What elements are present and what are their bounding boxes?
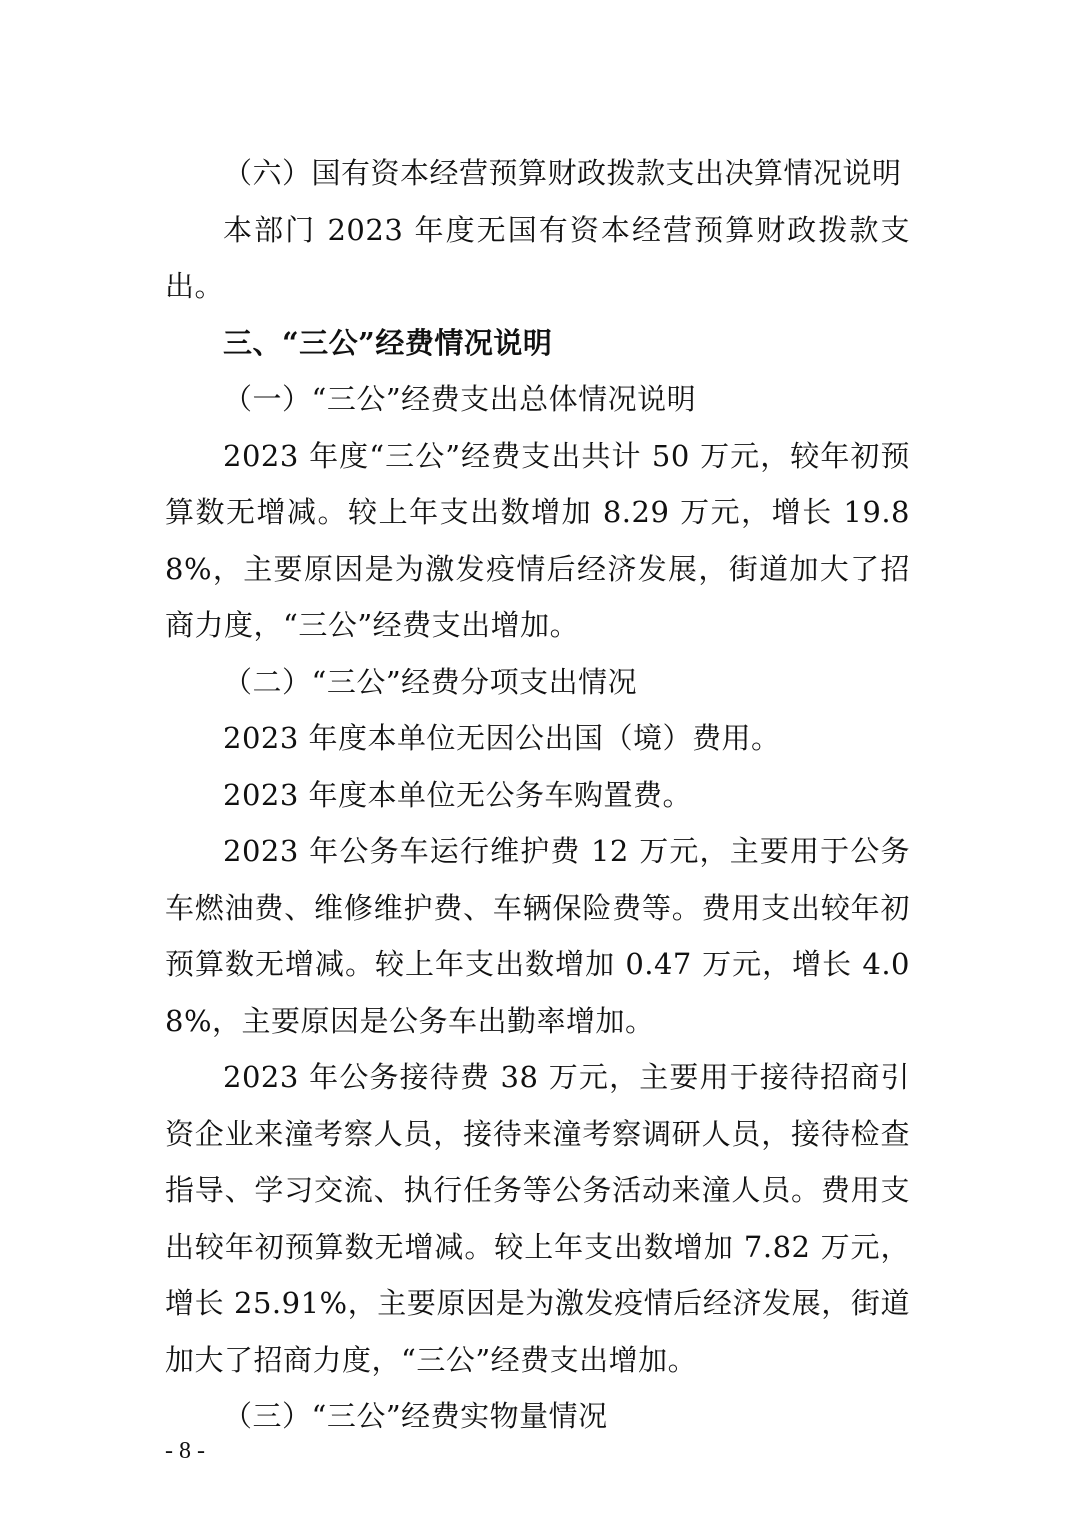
paragraph-total-expense: 2023 年度“三公”经费支出共计 50 万元，较年初预算数无增减。较上年支出数增加 8.29 万元，增长 19.88%，主要原因是为激发疫情后经济发展，街道加大了招商力度，“三公”经费支出增加。 bbox=[165, 438, 910, 642]
paragraph-vehicle-maintenance: 2023 年公务车运行维护费 12 万元，主要用于公务车燃油费、维修维护费、车辆保险费等。费用支出较年初预算数无增减。较上年支出数增加 0.47 万元，增长 4.08%，主要原因是公务车出勤率增加。 bbox=[165, 834, 910, 1038]
subsection-heading-6: （六）国有资本经营预算财政拨款支出决算情况说明 bbox=[223, 156, 902, 190]
subsection-heading-1: （一）“三公”经费支出总体情况说明 bbox=[223, 382, 697, 416]
page-number: - 8 - bbox=[165, 1438, 205, 1464]
section-heading-3: 三、“三公”经费情况说明 bbox=[223, 325, 553, 360]
paragraph-overseas: 2023 年度本单位无因公出国（境）费用。 bbox=[223, 721, 781, 755]
paragraph-vehicle-purchase: 2023 年度本单位无公务车购置费。 bbox=[223, 777, 693, 812]
paragraph-state-capital: 本部门 2023 年度无国有资本经营预算财政拨款支出。 bbox=[165, 212, 910, 303]
subsection-heading-2: （二）“三公”经费分项支出情况 bbox=[223, 664, 638, 699]
paragraph-reception: 2023 年公务接待费 38 万元，主要用于接待招商引资企业来潼考察人员，接待来潼考察调研人员，接待检查指导、学习交流、执行任务等公务活动来潼人员。费用支出较年初预算数无增减。较上年支出数增加 7.82 万元，增长 25.91%，主要原因是为激发疫情后经济发展，街道加大了招商力度，“三公”经费支出增加。 bbox=[165, 1060, 910, 1377]
document-body bbox=[165, 145, 910, 1445]
subsection-heading-3: （三）“三公”经费实物量情况 bbox=[223, 1399, 608, 1433]
